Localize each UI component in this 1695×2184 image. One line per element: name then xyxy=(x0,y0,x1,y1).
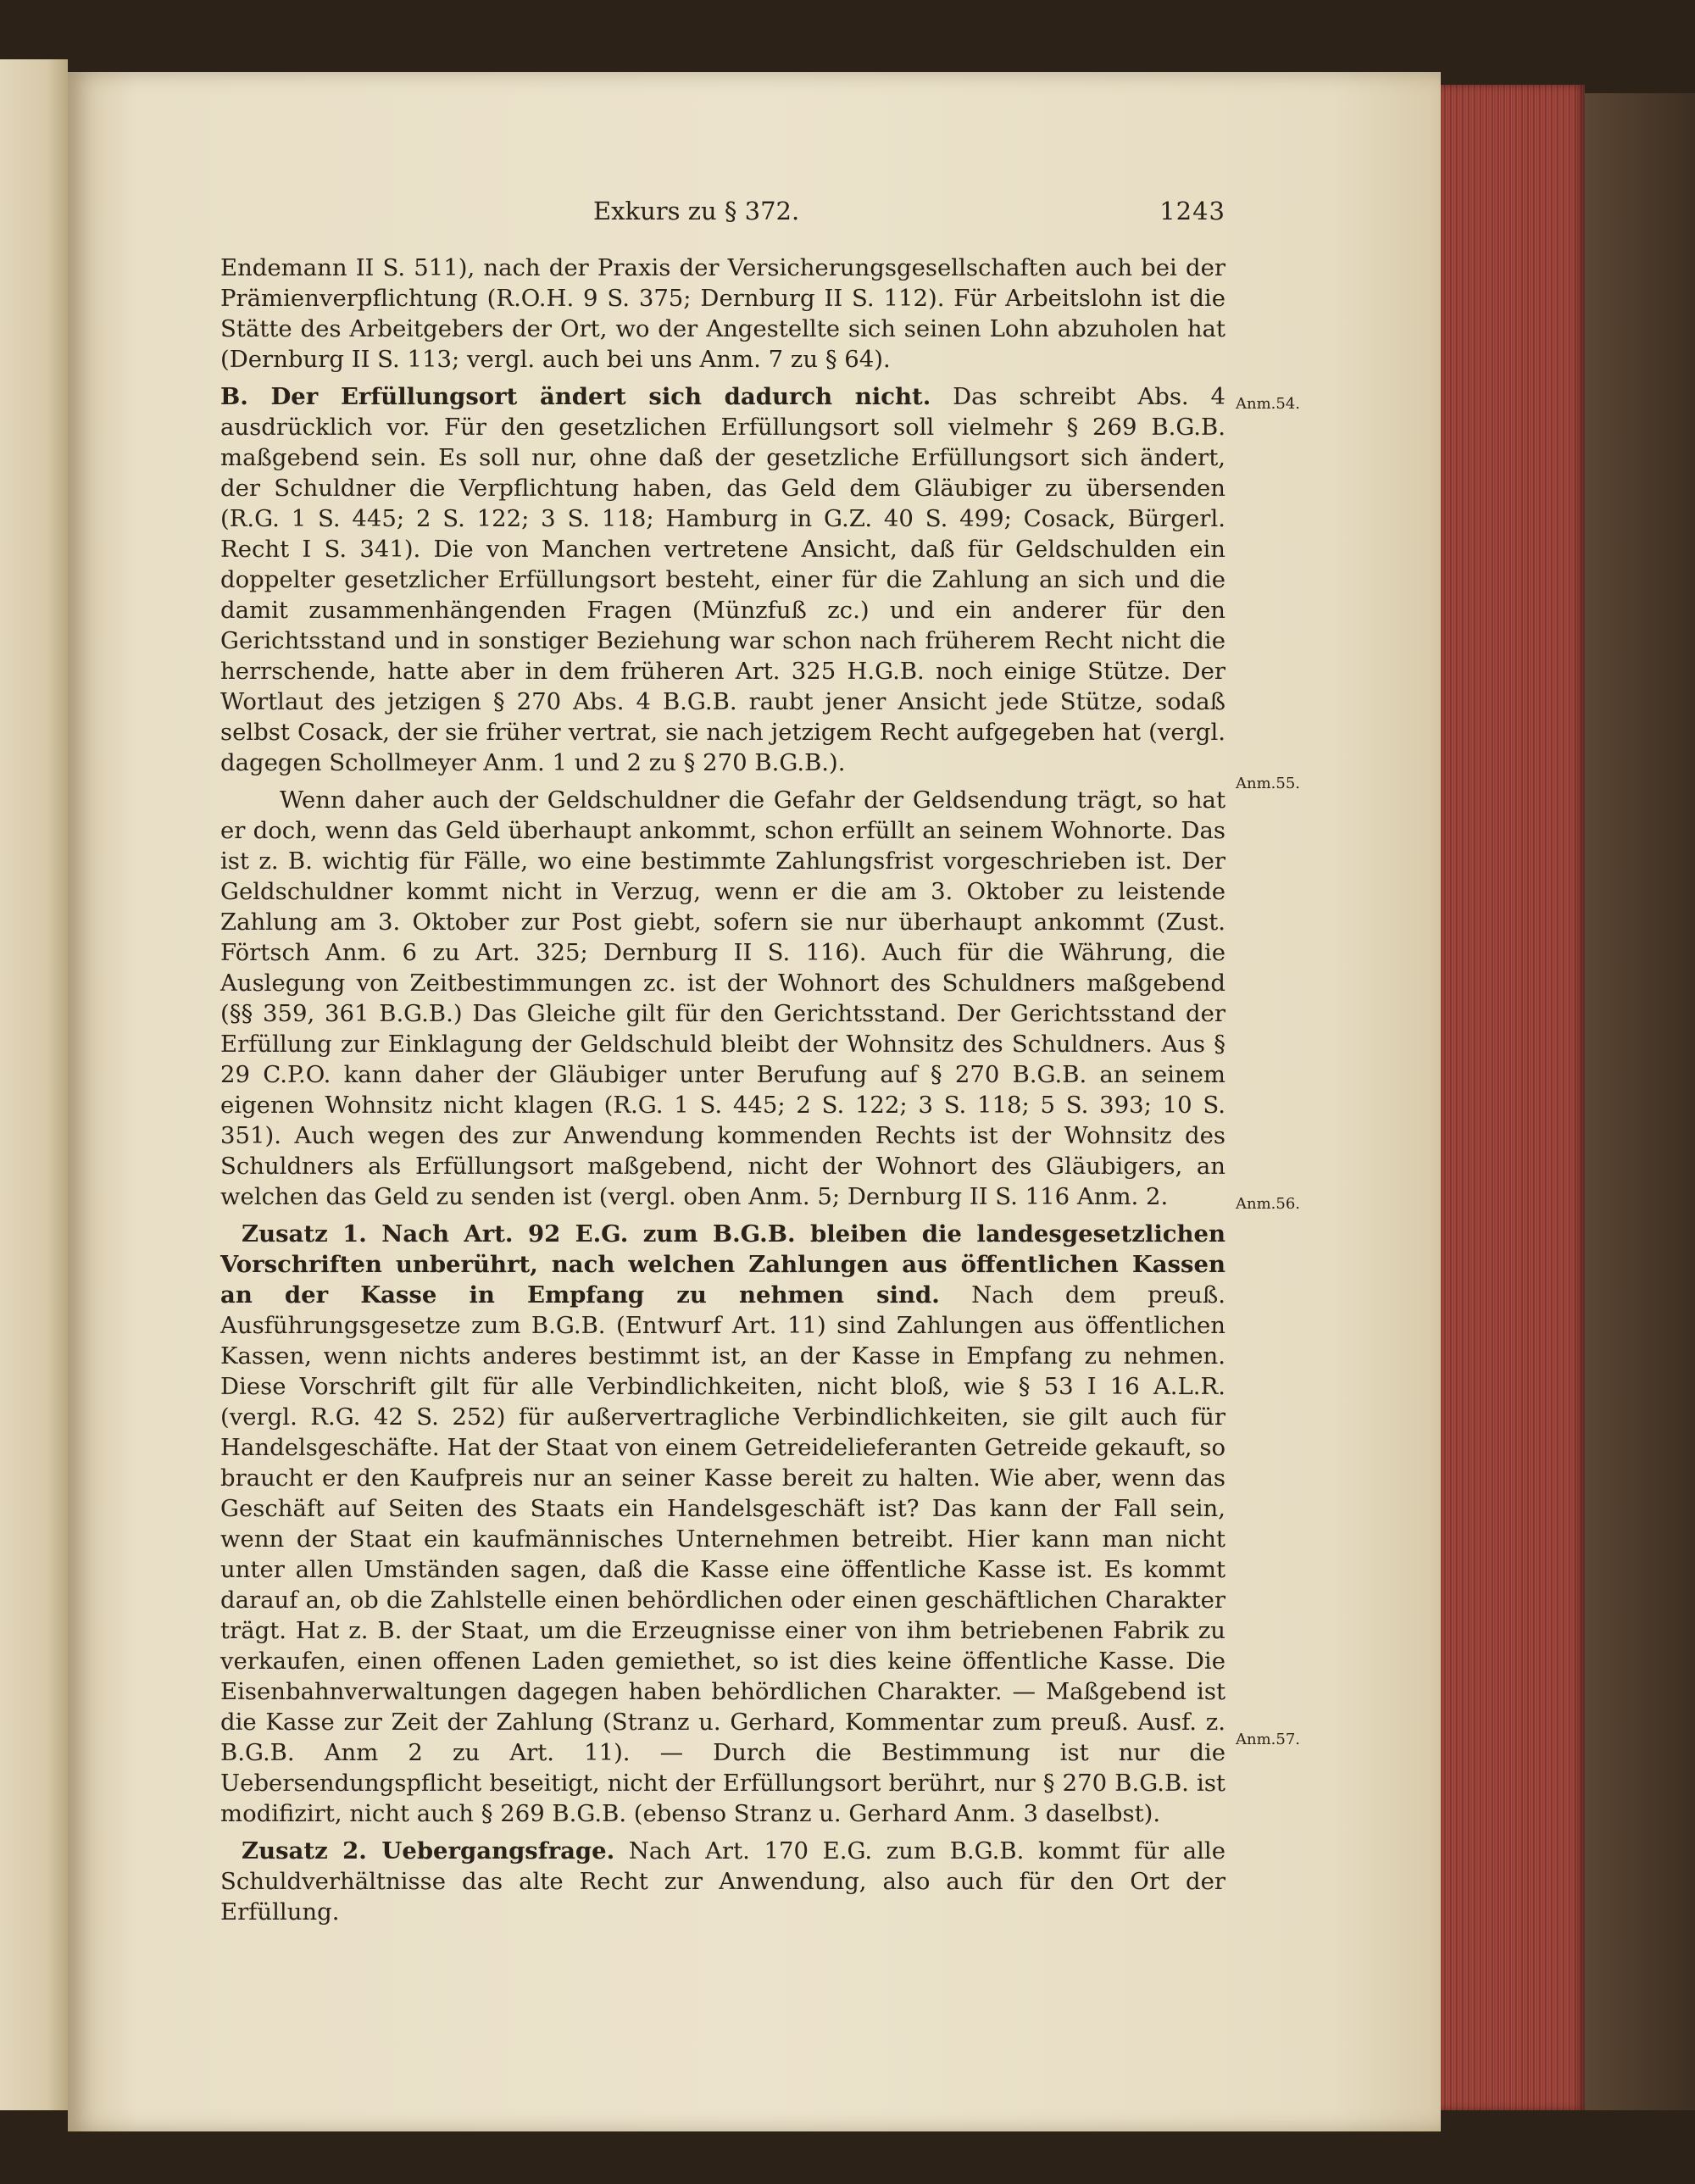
page-edges xyxy=(1441,85,1585,2110)
paragraph xyxy=(220,1836,1225,1927)
margin-note: Anm.56. xyxy=(1236,1195,1301,1213)
paragraph-text: Nach Art. 170 E.G. zum B.G.B. kommt für alle Schuldverhältnisse das alte Recht zur Anwendung, also auch für den Ort der Erfüllung. xyxy=(220,1837,1225,1926)
paragraph-lead: B. Der Erfüllungsort ändert sich dadurch nicht. xyxy=(220,383,931,410)
paragraph xyxy=(220,381,1225,778)
page-number: 1243 xyxy=(1159,197,1225,225)
book-cover xyxy=(1585,93,1695,2110)
margin-note: Anm.57. xyxy=(1236,1731,1301,1748)
page-body xyxy=(220,253,1225,1934)
left-page-edge xyxy=(0,59,68,2110)
paragraph xyxy=(220,785,1225,1212)
paragraph-text: Nach dem preuß. Ausführungsgesetze zum B.G.B. (Entwurf Art. 11) sind Zahlungen aus öffentlichen Kassen, wenn nichts anderes bestimmt ist, an der Kasse in Empfang zu nehmen. Diese Vorschrift gilt für alle Verbindlichkeiten, nicht bloß, wie § 53 I 16 A.L.R. (vergl. R.G. 42 S. 252) für außervertragliche Verbindlichkeiten, sie gilt auch für Handelsgeschäfte. Hat der Staat von einem Getreidelieferanten Getreide gekauft, so braucht er den Kaufpreis nur an seiner Kasse bereit zu halten. Wie aber, wenn das Geschäft auf Seiten des Staats ein Handelsgeschäft ist? Das kann der Fall sein, wenn der Staat ein kaufmännisches Unternehmen betreibt. Hier kann man nicht unter allen Umständen sagen, daß die Kasse eine öffentliche Kasse ist. Es kommt darauf an, ob die Zahlstelle einen behördlichen oder einen geschäftlichen Charakter trägt. Hat z. B. der Staat, um die Erzeugnisse einer von ihm betriebenen Fabrik zu verkaufen, einen offenen Laden gemiethet, so ist dies keine öffentliche Kasse. Die Eisenbahnverwaltungen dagegen haben behördlichen Charakter. — Maßgebend ist die Kasse zur Zeit der Zahlung (Stranz u. Gerhard, Kommentar zum preuß. Ausf. z. B.G.B. Anm 2 zu Art. 11). — Durch die Bestimmung ist nur die Uebersendungspflicht beseitigt, nicht der Erfüllungsort berührt, nur § 270 B.G.B. ist modifizirt, nicht auch § 269 B.G.B. (ebenso Stranz u. Gerhard Anm. 3 daselbst). xyxy=(220,1281,1225,1827)
paragraph-text: Endemann II S. 511), nach der Praxis der Versicherungsgesellschaften auch bei der Prämienverpflichtung (R.O.H. 9 S. 375; Dernburg II S. 112). Für Arbeitslohn ist die Stätte des Arbeitgebers der Ort, wo der Angestellte sich seinen Lohn abzuholen hat (Dernburg II S. 113; vergl. auch bei uns Anm. 7 zu § 64). xyxy=(220,254,1225,373)
paragraph-text: Wenn daher auch der Geldschuldner die Gefahr der Geldsendung trägt, so hat er doch, wenn das Geld überhaupt ankommt, schon erfüllt an seinem Wohnorte. Das ist z. B. wichtig für Fälle, wo eine bestimmte Zahlungsfrist vorgeschrieben ist. Der Geldschuldner kommt nicht in Verzug, wenn er die am 3. Oktober zu leistende Zahlung am 3. Oktober zur Post giebt, sofern sie nur überhaupt ankommt (Zust. Förtsch Anm. 6 zu Art. 325; Dernburg II S. 116). Auch für die Währung, die Auslegung von Zeitbestimmungen zc. ist der Wohnort des Schuldners maßgebend (§§ 359, 361 B.G.B.) Das Gleiche gilt für den Gerichtsstand. Der Gerichtsstand der Erfüllung zur Einklagung der Geldschuld bleibt der Wohnsitz des Schuldners. Aus § 29 C.P.O. kann daher der Gläubiger unter Berufung auf § 270 B.G.B. an seinem eigenen Wohnsitz nicht klagen (R.G. 1 S. 445; 2 S. 122; 3 S. 118; 5 S. 393; 10 S. 351). Auch wegen des zur Anwendung kommenden Rechts ist der Wohnsitz des Schuldners als Erfüllungsort maßgebend, nicht der Wohnort des Gläubigers, an welchen das Geld zu senden ist (vergl. oben Anm. 5; Dernburg II S. 116 Anm. 2. xyxy=(220,786,1225,1210)
margin-note: Anm.54. xyxy=(1236,395,1301,413)
paragraph xyxy=(220,1219,1225,1829)
paragraph-lead: Zusatz 1. Nach Art. 92 E.G. zum B.G.B. bleiben die landesgesetzlichen Vorschriften unberührt, nach welchen Zahlungen aus öffentlichen Kassen an der Kasse in Empfang zu nehmen sind. xyxy=(220,1220,1225,1309)
paragraph xyxy=(220,253,1225,375)
running-header xyxy=(220,197,1225,231)
margin-note: Anm.55. xyxy=(1236,775,1301,792)
header-title: Exkurs zu § 372. xyxy=(593,197,800,225)
paragraph-text: Das schreibt Abs. 4 ausdrücklich vor. Für den gesetzlichen Erfüllungsort soll vielmehr § 269 B.G.B. maßgebend sein. Es soll nur, ohne daß der gesetzliche Erfüllungsort sich ändert, der Schuldner die Verpflichtung haben, das Geld dem Gläubiger zu übersenden (R.G. 1 S. 445; 2 S. 122; 3 S. 118; Hamburg in G.Z. 40 S. 499; Cosack, Bürgerl. Recht I S. 341). Die von Manchen vertretene Ansicht, daß für Geldschulden ein doppelter gesetzlicher Erfüllungsort besteht, einer für die Zahlung an sich und die damit zusammenhängenden Fragen (Münzfuß zc.) und ein anderer für den Gerichtsstand und in sonstiger Beziehung war schon nach früherem Recht nicht die herrschende, hatte aber in dem früheren Art. 325 H.G.B. noch einige Stütze. Der Wortlaut des jetzigen § 270 Abs. 4 B.G.B. raubt jener Ansicht jede Stütze, sodaß selbst Cosack, der sie früher vertrat, sie nach jetzigem Recht aufgegeben hat (vergl. dagegen Schollmeyer Anm. 1 und 2 zu § 270 B.G.B.). xyxy=(220,383,1225,776)
paragraph-lead: Zusatz 2. Uebergangsfrage. xyxy=(242,1837,615,1864)
